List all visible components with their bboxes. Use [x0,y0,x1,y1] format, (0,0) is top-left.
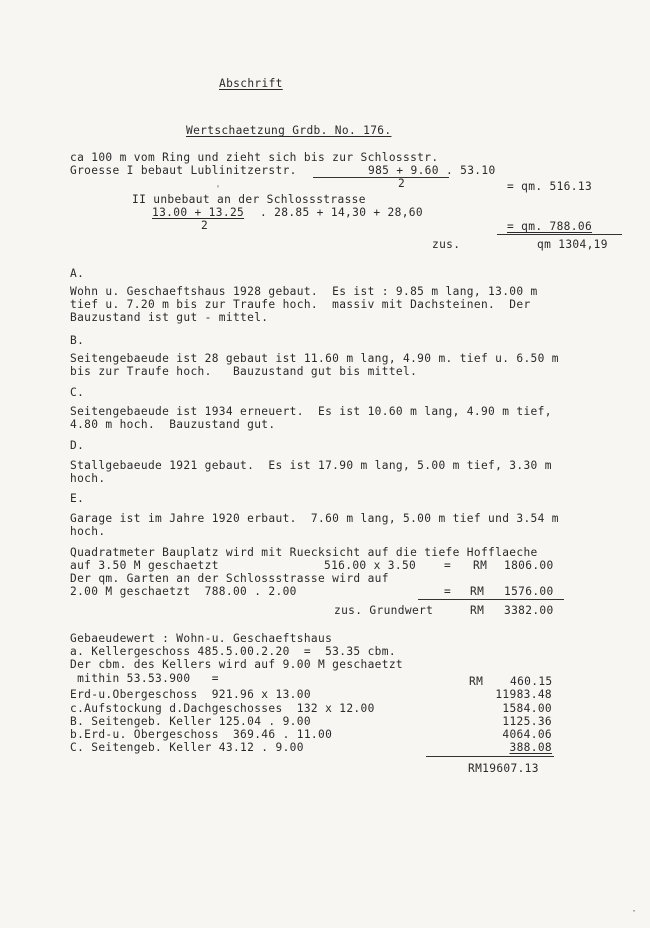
intro-line-3: II unbebaut an der Schlossstrasse [132,193,366,206]
fraction-rule-1 [313,177,449,178]
intro-line-2-prefix: Groesse I bebaut Lublinitzerstr. [70,164,297,177]
intro-line-2-denominator: 2 [398,177,406,190]
building-row-label: a. Kellergeschoss 485.5.00.2.20 = 53.35 cbm. [70,645,396,658]
building-row-label: b.Erd-u. Obergeschoss 369.46 . 11.00 [70,728,333,741]
land-total-value: 3382.00 [504,604,554,617]
section-a-text: Wohn u. Geschaeftshaus 1928 gebaut. Es ist : 9.85 m lang, 13.00 m tief u. 7.20 m bis zur Traufe hoch. massiv mit Dachsteinen. Der Bauzustand ist gut - mittel. [70,285,538,324]
building-row-value: 460.15 [510,675,553,688]
land-line-2-eq: = [444,559,452,572]
land-line-2-value: 1806.00 [504,559,554,572]
land-line-2-currency: RM [473,559,488,572]
building-row-value: 11983.48 [495,688,552,701]
intro-line-2-formula: 985 + 9.60 . 53.10 [368,164,496,177]
intro-line-4-result: = qm. 788.06 [507,220,593,233]
land-total-label: zus. Grundwert [334,604,434,617]
building-row-value: 4064.06 [502,728,552,741]
building-row-label: B. Seitengeb. Keller 125.04 . 9.00 [70,715,311,728]
land-line-3: Der qm. Garten an der Schlossstrasse wird auf [70,572,389,585]
document-title: Wertschaetzung Grdb. No. 176. [186,124,392,137]
land-line-2-label: auf 3.50 M geschaetzt [70,559,219,572]
land-line-4-label: 2.00 M geschaetzt 788.00 . 2.00 [70,585,297,598]
intro-line-4-rest: . 28.85 + 14,30 + 28,60 [260,206,423,219]
building-row-label: Erd-u.Obergeschoss 921.96 x 13.00 [70,688,311,701]
building-row-label: C. Seitengeb. Keller 43.12 . 9.00 [70,741,304,754]
sum-label: zus. [432,238,461,251]
land-line-4-value: 1576.00 [504,585,554,598]
section-a-letter: A. [70,267,85,280]
sum-value: qm 1304,19 [537,238,608,251]
land-total-rule [418,599,564,600]
intro-line-2-result: = qm. 516.13 [507,180,593,193]
intro-line-4-denominator: 2 [201,219,209,232]
intro-line-4-formula: 13.00 + 13.25 [152,206,245,219]
section-e-letter: E. [70,492,85,505]
land-line-1: Quadratmeter Bauplatz wird mit Ruecksicht auf die tiefe Hofflaeche [70,546,538,559]
land-line-4-currency: RM [470,585,485,598]
section-d-text: Stallgebaeude 1921 gebaut. Es ist 17.90 m lang, 5.00 m tief, 3.30 m hoch. [70,459,552,485]
building-title: Gebaeudewert : Wohn-u. Geschaeftshaus [70,632,333,645]
copy-label: Abschrift [219,77,283,90]
sum-rule [497,234,622,235]
stray-mark: ' [215,184,222,195]
stray-mark: · [631,906,638,917]
section-c-letter: C. [70,386,85,399]
building-row-value: 388.08 [509,741,552,754]
section-b-text: Seitengebaeude ist 28 gebaut ist 11.60 m lang, 4.90 m. tief u. 6.50 m bis zur Traufe hoch. Bauzustand gut bis mittel. [70,352,559,378]
land-total-currency: RM [470,604,485,617]
building-row-value: 1125.36 [502,715,552,728]
building-row-label: Der cbm. des Kellers wird auf 9.00 M geschaetzt [70,658,404,671]
building-row-value: 1584.00 [502,702,552,715]
building-total-rule [426,756,554,757]
section-e-text: Garage ist im Jahre 1920 erbaut. 7.60 m lang, 5.00 m tief und 3.54 m hoch. [70,512,559,538]
building-row-currency: RM [469,675,484,688]
intro-line-1: ca 100 m vom Ring und zieht sich bis zur Schlossstr. [70,151,439,164]
section-b-letter: B. [70,334,85,347]
section-c-text: Seitengebaeude ist 1934 erneuert. Es ist 10.60 m lang, 4.90 m tief, 4.80 m hoch. Bauzustand gut. [70,405,552,431]
building-total: RM19607.13 [468,762,539,775]
building-row-label: c.Aufstockung d.Dachgeschosses 132 x 12.00 [70,702,375,715]
land-line-2-calc: 516.00 x 3.50 [324,559,417,572]
land-line-4-eq: = [444,585,452,598]
building-row-label: mithin 53.53.900 = [70,672,219,685]
section-d-letter: D. [70,439,85,452]
